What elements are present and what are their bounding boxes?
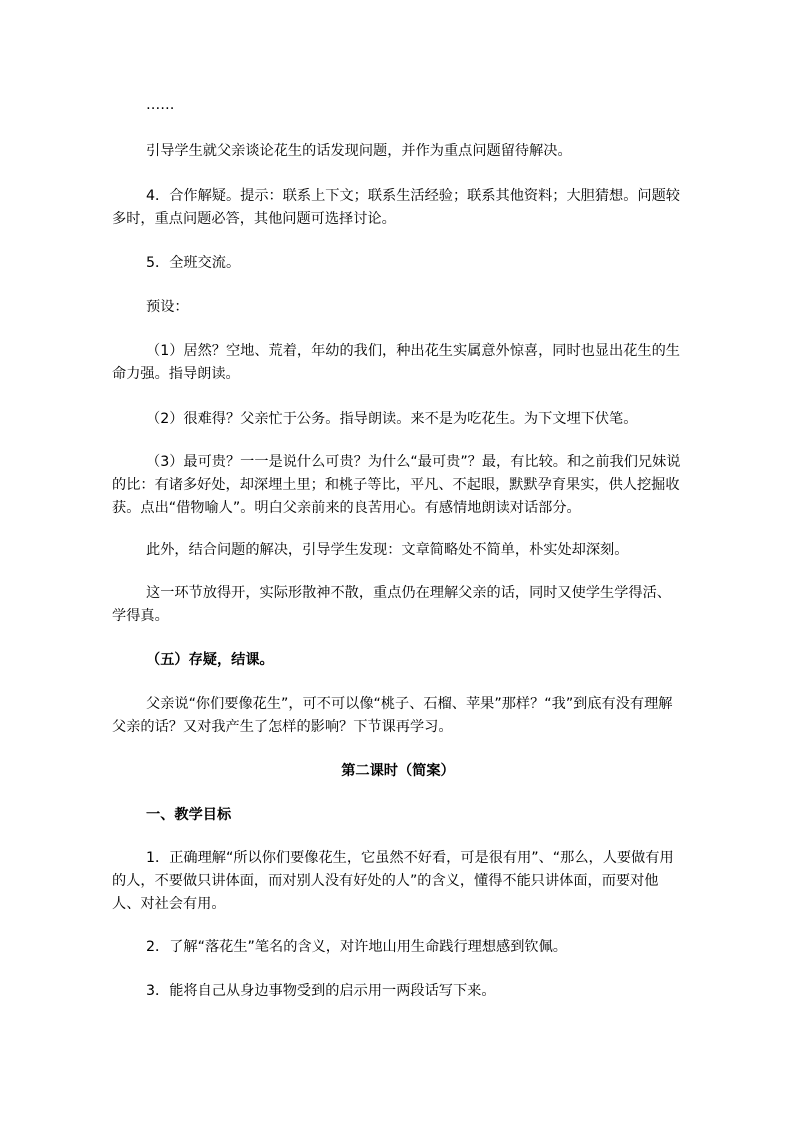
- also-paragraph: [112, 539, 684, 562]
- preset-2-paragraph: [112, 408, 684, 431]
- goal-2-text: 2．了解“落花生”笔名的含义，对许地山用生命践行理想感到钦佩。: [146, 939, 567, 955]
- lesson-2-title: [112, 760, 684, 783]
- guide-question-text: 引导学生就父亲谈论花生的话发现问题，并作为重点问题留待解决。: [146, 143, 572, 159]
- summary-paragraph: [112, 582, 684, 628]
- preset-2-text: （2）很难得？父亲忙于公务。指导朗读。来不是为吃花生。为下文埋下伏笔。: [146, 411, 638, 427]
- preset-label: [112, 296, 684, 319]
- preset-3-text: （3）最可贵？一一是说什么可贵？为什么“最可贵”？最，有比较。和之前我们兄妹说的比：有诸多好处，却深埋土里；和桃子等比，平凡、不起眼，默默孕育果实，供人挖掘收获。点出“借物喻人”。明白父亲前来的良苦用心。有感情地朗读对话部分。: [112, 454, 681, 516]
- also-text: 此外，结合问题的解决，引导学生发现：文章简略处不简单，朴实处却深刻。: [146, 542, 629, 558]
- guide-question-paragraph: [112, 140, 684, 163]
- ellipsis-paragraph: [112, 94, 684, 117]
- goal-2-paragraph: [112, 936, 684, 959]
- preset-3-paragraph: [112, 451, 684, 520]
- step-4-paragraph: [112, 185, 684, 231]
- step-5-text: 5．全班交流。: [146, 255, 241, 271]
- step-5-paragraph: [112, 252, 684, 275]
- preset-text: 预设：: [146, 299, 189, 315]
- goals-heading: [112, 804, 684, 827]
- goals-heading-text: 一、教学目标: [146, 807, 232, 823]
- section-5-heading-text: （五）存疑，结课。: [146, 652, 274, 668]
- goal-3-paragraph: [112, 980, 684, 1003]
- closing-paragraph: [112, 693, 684, 739]
- goal-1-paragraph: [112, 847, 684, 916]
- goal-3-text: 3．能将自己从身边事物受到的启示用一两段话写下来。: [146, 983, 496, 999]
- goal-1-text: 1．正确理解“所以你们要像花生，它虽然不好看，可是很有用”、“那么，人要做有用的人，不要做只讲体面，而对别人没有好处的人”的含义，懂得不能只讲体面，而要对他人、对社会有用。: [112, 850, 674, 912]
- ellipsis-text: ……: [146, 97, 175, 113]
- step-4-text: 4．合作解疑。提示：联系上下文；联系生活经验；联系其他资料；大胆猜想。问题较多时，重点问题必答，其他问题可选择讨论。: [112, 188, 680, 227]
- preset-1-paragraph: [112, 340, 684, 386]
- summary-text: 这一环节放得开，实际形散神不散，重点仍在理解父亲的话，同时又使学生学得活、学得真。: [112, 585, 671, 624]
- closing-text: 父亲说“你们要像花生”，可不可以像“桃子、石榴、苹果”那样？“我”到底有没有理解父亲的话？又对我产生了怎样的影响？下节课再学习。: [112, 696, 673, 735]
- section-5-heading: [112, 649, 684, 672]
- preset-1-text: （1）居然？空地、荒着，年幼的我们，种出花生实属意外惊喜，同时也显出花生的生命力强。指导朗读。: [112, 343, 680, 382]
- lesson-2-title-text: 第二课时（简案）: [341, 763, 455, 779]
